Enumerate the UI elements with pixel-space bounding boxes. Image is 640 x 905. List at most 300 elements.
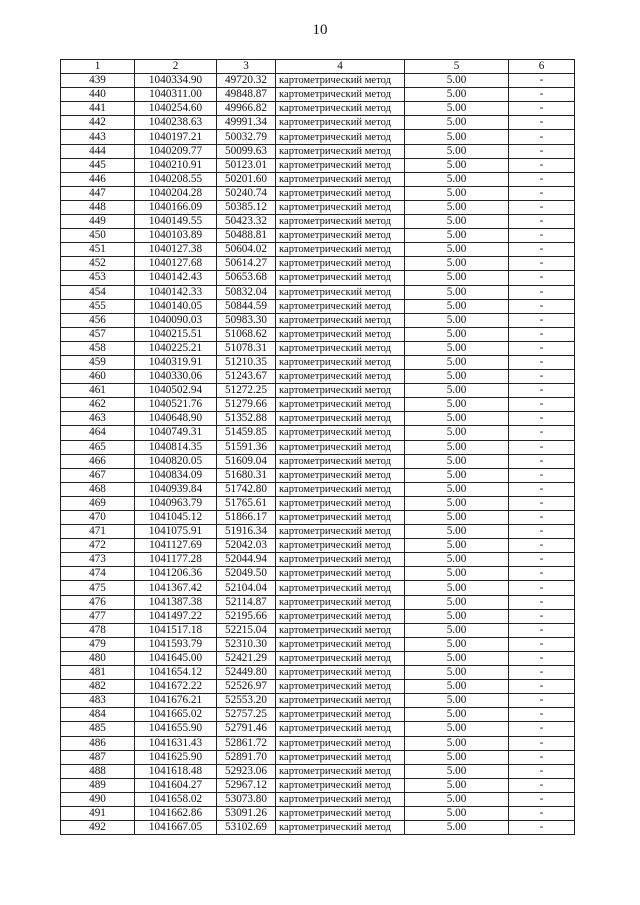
y-coordinate-cell: 52114.87 <box>217 595 276 609</box>
note-cell: - <box>509 595 575 609</box>
method-cell: картометрический метод <box>276 595 405 609</box>
method-cell: картометрический метод <box>276 158 405 172</box>
method-cell: картометрический метод <box>276 355 405 369</box>
table-row <box>61 355 575 369</box>
method-cell: картометрический метод <box>276 637 405 651</box>
y-coordinate-cell: 50844.59 <box>217 299 276 313</box>
note-cell: - <box>509 172 575 186</box>
method-cell: картометрический метод <box>276 651 405 665</box>
point-number-cell: 475 <box>61 581 135 595</box>
point-number-cell: 487 <box>61 750 135 764</box>
note-cell: - <box>509 609 575 623</box>
y-coordinate-cell: 51243.67 <box>217 370 276 384</box>
note-cell: - <box>509 88 575 102</box>
method-cell: картометрический метод <box>276 750 405 764</box>
point-number-cell: 472 <box>61 539 135 553</box>
x-coordinate-cell: 1040521.76 <box>135 398 217 412</box>
method-cell: картометрический метод <box>276 468 405 482</box>
y-coordinate-cell: 53102.69 <box>217 821 276 835</box>
method-cell: картометрический метод <box>276 200 405 214</box>
x-coordinate-cell: 1040749.31 <box>135 426 217 440</box>
point-number-cell: 464 <box>61 426 135 440</box>
point-number-cell: 452 <box>61 257 135 271</box>
accuracy-cell: 5.00 <box>405 243 509 257</box>
x-coordinate-cell: 1040090.03 <box>135 313 217 327</box>
method-cell: картометрический метод <box>276 88 405 102</box>
x-coordinate-cell: 1040311.00 <box>135 88 217 102</box>
accuracy-cell: 5.00 <box>405 299 509 313</box>
x-coordinate-cell: 1041665.02 <box>135 708 217 722</box>
y-coordinate-cell: 52449.80 <box>217 666 276 680</box>
x-coordinate-cell: 1041045.12 <box>135 511 217 525</box>
method-cell: картометрический метод <box>276 539 405 553</box>
method-cell: картометрический метод <box>276 821 405 835</box>
method-cell: картометрический метод <box>276 102 405 116</box>
note-cell: - <box>509 468 575 482</box>
method-cell: картометрический метод <box>276 581 405 595</box>
table-row <box>61 398 575 412</box>
accuracy-cell: 5.00 <box>405 806 509 820</box>
y-coordinate-cell: 50832.04 <box>217 285 276 299</box>
accuracy-cell: 5.00 <box>405 144 509 158</box>
point-number-cell: 484 <box>61 708 135 722</box>
column-header-4: 4 <box>276 60 405 74</box>
accuracy-cell: 5.00 <box>405 172 509 186</box>
accuracy-cell: 5.00 <box>405 553 509 567</box>
note-cell: - <box>509 186 575 200</box>
note-cell: - <box>509 257 575 271</box>
accuracy-cell: 5.00 <box>405 102 509 116</box>
point-number-cell: 478 <box>61 623 135 637</box>
y-coordinate-cell: 53091.26 <box>217 806 276 820</box>
x-coordinate-cell: 1041667.05 <box>135 821 217 835</box>
x-coordinate-cell: 1040502.94 <box>135 384 217 398</box>
x-coordinate-cell: 1041654.12 <box>135 666 217 680</box>
x-coordinate-cell: 1041206.36 <box>135 567 217 581</box>
table-row <box>61 666 575 680</box>
note-cell: - <box>509 271 575 285</box>
point-number-cell: 442 <box>61 116 135 130</box>
y-coordinate-cell: 52923.06 <box>217 764 276 778</box>
y-coordinate-cell: 50032.79 <box>217 130 276 144</box>
x-coordinate-cell: 1040939.84 <box>135 482 217 496</box>
method-cell: картометрический метод <box>276 778 405 792</box>
y-coordinate-cell: 52791.46 <box>217 722 276 736</box>
point-number-cell: 471 <box>61 525 135 539</box>
x-coordinate-cell: 1040208.55 <box>135 172 217 186</box>
note-cell: - <box>509 792 575 806</box>
point-number-cell: 465 <box>61 440 135 454</box>
point-number-cell: 449 <box>61 215 135 229</box>
note-cell: - <box>509 144 575 158</box>
table-row <box>61 736 575 750</box>
y-coordinate-cell: 51078.31 <box>217 341 276 355</box>
method-cell: картометрический метод <box>276 257 405 271</box>
table-row <box>61 694 575 708</box>
table-row <box>61 215 575 229</box>
y-coordinate-cell: 52104.04 <box>217 581 276 595</box>
point-number-cell: 476 <box>61 595 135 609</box>
y-coordinate-cell: 51068.62 <box>217 327 276 341</box>
method-cell: картометрический метод <box>276 792 405 806</box>
note-cell: - <box>509 355 575 369</box>
column-header-2: 2 <box>135 60 217 74</box>
point-number-cell: 486 <box>61 736 135 750</box>
method-cell: картометрический метод <box>276 553 405 567</box>
x-coordinate-cell: 1040209.77 <box>135 144 217 158</box>
table-row <box>61 609 575 623</box>
y-coordinate-cell: 49991.34 <box>217 116 276 130</box>
accuracy-cell: 5.00 <box>405 581 509 595</box>
method-cell: картометрический метод <box>276 623 405 637</box>
table-row <box>61 792 575 806</box>
method-cell: картометрический метод <box>276 680 405 694</box>
method-cell: картометрический метод <box>276 806 405 820</box>
table-row <box>61 384 575 398</box>
table-row <box>61 511 575 525</box>
note-cell: - <box>509 736 575 750</box>
note-cell: - <box>509 341 575 355</box>
accuracy-cell: 5.00 <box>405 271 509 285</box>
point-number-cell: 447 <box>61 186 135 200</box>
point-number-cell: 445 <box>61 158 135 172</box>
x-coordinate-cell: 1040127.68 <box>135 257 217 271</box>
table-row <box>61 764 575 778</box>
point-number-cell: 455 <box>61 299 135 313</box>
method-cell: картометрический метод <box>276 186 405 200</box>
method-cell: картометрический метод <box>276 426 405 440</box>
accuracy-cell: 5.00 <box>405 440 509 454</box>
point-number-cell: 450 <box>61 229 135 243</box>
y-coordinate-cell: 51210.35 <box>217 355 276 369</box>
table-row <box>61 370 575 384</box>
accuracy-cell: 5.00 <box>405 116 509 130</box>
table-row <box>61 412 575 426</box>
x-coordinate-cell: 1041367.42 <box>135 581 217 595</box>
x-coordinate-cell: 1041658.02 <box>135 792 217 806</box>
accuracy-cell: 5.00 <box>405 412 509 426</box>
table-header <box>61 60 575 74</box>
x-coordinate-cell: 1040149.55 <box>135 215 217 229</box>
point-number-cell: 470 <box>61 511 135 525</box>
y-coordinate-cell: 51765.61 <box>217 496 276 510</box>
accuracy-cell: 5.00 <box>405 355 509 369</box>
accuracy-cell: 5.00 <box>405 426 509 440</box>
method-cell: картометрический метод <box>276 511 405 525</box>
table-row <box>61 637 575 651</box>
accuracy-cell: 5.00 <box>405 736 509 750</box>
y-coordinate-cell: 52049.50 <box>217 567 276 581</box>
x-coordinate-cell: 1040204.28 <box>135 186 217 200</box>
method-cell: картометрический метод <box>276 74 405 88</box>
point-number-cell: 481 <box>61 666 135 680</box>
point-number-cell: 460 <box>61 370 135 384</box>
x-coordinate-cell: 1040820.05 <box>135 454 217 468</box>
note-cell: - <box>509 511 575 525</box>
table-row <box>61 651 575 665</box>
note-cell: - <box>509 623 575 637</box>
y-coordinate-cell: 52195.66 <box>217 609 276 623</box>
x-coordinate-cell: 1040834.09 <box>135 468 217 482</box>
x-coordinate-cell: 1040140.05 <box>135 299 217 313</box>
point-number-cell: 492 <box>61 821 135 835</box>
note-cell: - <box>509 821 575 835</box>
x-coordinate-cell: 1040963.79 <box>135 496 217 510</box>
accuracy-cell: 5.00 <box>405 327 509 341</box>
note-cell: - <box>509 722 575 736</box>
accuracy-cell: 5.00 <box>405 511 509 525</box>
y-coordinate-cell: 51459.85 <box>217 426 276 440</box>
point-number-cell: 480 <box>61 651 135 665</box>
y-coordinate-cell: 52310.30 <box>217 637 276 651</box>
accuracy-cell: 5.00 <box>405 680 509 694</box>
table-row <box>61 186 575 200</box>
y-coordinate-cell: 50201.60 <box>217 172 276 186</box>
accuracy-cell: 5.00 <box>405 708 509 722</box>
accuracy-cell: 5.00 <box>405 496 509 510</box>
point-number-cell: 446 <box>61 172 135 186</box>
x-coordinate-cell: 1040225.21 <box>135 341 217 355</box>
x-coordinate-cell: 1041631.43 <box>135 736 217 750</box>
y-coordinate-cell: 53073.80 <box>217 792 276 806</box>
method-cell: картометрический метод <box>276 285 405 299</box>
point-number-cell: 441 <box>61 102 135 116</box>
note-cell: - <box>509 370 575 384</box>
y-coordinate-cell: 50983.30 <box>217 313 276 327</box>
y-coordinate-cell: 49848.87 <box>217 88 276 102</box>
page-number: 10 <box>312 22 328 38</box>
note-cell: - <box>509 299 575 313</box>
column-header-6: 6 <box>509 60 575 74</box>
table-row <box>61 257 575 271</box>
x-coordinate-cell: 1040648.90 <box>135 412 217 426</box>
table-row <box>61 806 575 820</box>
method-cell: картометрический метод <box>276 384 405 398</box>
table-row <box>61 525 575 539</box>
y-coordinate-cell: 50385.12 <box>217 200 276 214</box>
note-cell: - <box>509 750 575 764</box>
x-coordinate-cell: 1041604.27 <box>135 778 217 792</box>
note-cell: - <box>509 496 575 510</box>
accuracy-cell: 5.00 <box>405 257 509 271</box>
table-row <box>61 482 575 496</box>
accuracy-cell: 5.00 <box>405 567 509 581</box>
x-coordinate-cell: 1041618.48 <box>135 764 217 778</box>
method-cell: картометрический метод <box>276 271 405 285</box>
point-number-cell: 479 <box>61 637 135 651</box>
accuracy-cell: 5.00 <box>405 623 509 637</box>
method-cell: картометрический метод <box>276 525 405 539</box>
accuracy-cell: 5.00 <box>405 229 509 243</box>
y-coordinate-cell: 52044.94 <box>217 553 276 567</box>
table-row <box>61 229 575 243</box>
accuracy-cell: 5.00 <box>405 525 509 539</box>
method-cell: картометрический метод <box>276 609 405 623</box>
point-number-cell: 451 <box>61 243 135 257</box>
table-row <box>61 539 575 553</box>
y-coordinate-cell: 50123.01 <box>217 158 276 172</box>
table-row <box>61 496 575 510</box>
table-row <box>61 200 575 214</box>
accuracy-cell: 5.00 <box>405 74 509 88</box>
note-cell: - <box>509 666 575 680</box>
y-coordinate-cell: 49966.82 <box>217 102 276 116</box>
x-coordinate-cell: 1040210.91 <box>135 158 217 172</box>
y-coordinate-cell: 51609.04 <box>217 454 276 468</box>
method-cell: картометрический метод <box>276 708 405 722</box>
x-coordinate-cell: 1041517.18 <box>135 623 217 637</box>
point-number-cell: 453 <box>61 271 135 285</box>
x-coordinate-cell: 1041497.22 <box>135 609 217 623</box>
method-cell: картометрический метод <box>276 243 405 257</box>
y-coordinate-cell: 50099.63 <box>217 144 276 158</box>
note-cell: - <box>509 243 575 257</box>
y-coordinate-cell: 50488.81 <box>217 229 276 243</box>
method-cell: картометрический метод <box>276 412 405 426</box>
y-coordinate-cell: 51279.66 <box>217 398 276 412</box>
accuracy-cell: 5.00 <box>405 482 509 496</box>
point-number-cell: 489 <box>61 778 135 792</box>
accuracy-cell: 5.00 <box>405 384 509 398</box>
y-coordinate-cell: 49720.32 <box>217 74 276 88</box>
note-cell: - <box>509 412 575 426</box>
note-cell: - <box>509 651 575 665</box>
table-row <box>61 750 575 764</box>
method-cell: картометрический метод <box>276 764 405 778</box>
note-cell: - <box>509 637 575 651</box>
coordinates-table <box>60 59 575 835</box>
y-coordinate-cell: 52861.72 <box>217 736 276 750</box>
table-row <box>61 680 575 694</box>
note-cell: - <box>509 539 575 553</box>
x-coordinate-cell: 1040254.60 <box>135 102 217 116</box>
point-number-cell: 466 <box>61 454 135 468</box>
table-row <box>61 454 575 468</box>
accuracy-cell: 5.00 <box>405 158 509 172</box>
table-row <box>61 172 575 186</box>
note-cell: - <box>509 694 575 708</box>
y-coordinate-cell: 52757.25 <box>217 708 276 722</box>
accuracy-cell: 5.00 <box>405 313 509 327</box>
accuracy-cell: 5.00 <box>405 215 509 229</box>
x-coordinate-cell: 1041593.79 <box>135 637 217 651</box>
x-coordinate-cell: 1040166.09 <box>135 200 217 214</box>
method-cell: картометрический метод <box>276 440 405 454</box>
column-header-3: 3 <box>217 60 276 74</box>
point-number-cell: 443 <box>61 130 135 144</box>
point-number-cell: 440 <box>61 88 135 102</box>
point-number-cell: 439 <box>61 74 135 88</box>
point-number-cell: 467 <box>61 468 135 482</box>
note-cell: - <box>509 229 575 243</box>
table-row <box>61 271 575 285</box>
table-row <box>61 821 575 835</box>
note-cell: - <box>509 285 575 299</box>
point-number-cell: 477 <box>61 609 135 623</box>
x-coordinate-cell: 1041676.21 <box>135 694 217 708</box>
x-coordinate-cell: 1041127.69 <box>135 539 217 553</box>
note-cell: - <box>509 454 575 468</box>
note-cell: - <box>509 806 575 820</box>
point-number-cell: 459 <box>61 355 135 369</box>
note-cell: - <box>509 398 575 412</box>
accuracy-cell: 5.00 <box>405 821 509 835</box>
accuracy-cell: 5.00 <box>405 595 509 609</box>
table-row <box>61 158 575 172</box>
y-coordinate-cell: 52215.04 <box>217 623 276 637</box>
method-cell: картометрический метод <box>276 172 405 186</box>
x-coordinate-cell: 1041655.90 <box>135 722 217 736</box>
x-coordinate-cell: 1040215.51 <box>135 327 217 341</box>
accuracy-cell: 5.00 <box>405 764 509 778</box>
x-coordinate-cell: 1041662.86 <box>135 806 217 820</box>
table-row <box>61 144 575 158</box>
accuracy-cell: 5.00 <box>405 651 509 665</box>
y-coordinate-cell: 50604.02 <box>217 243 276 257</box>
method-cell: картометрический метод <box>276 370 405 384</box>
method-cell: картометрический метод <box>276 327 405 341</box>
point-number-cell: 458 <box>61 341 135 355</box>
accuracy-cell: 5.00 <box>405 778 509 792</box>
point-number-cell: 483 <box>61 694 135 708</box>
table-row <box>61 116 575 130</box>
method-cell: картометрический метод <box>276 215 405 229</box>
table-row <box>61 299 575 313</box>
accuracy-cell: 5.00 <box>405 285 509 299</box>
table-row <box>61 440 575 454</box>
x-coordinate-cell: 1041645.00 <box>135 651 217 665</box>
accuracy-cell: 5.00 <box>405 666 509 680</box>
table-row <box>61 102 575 116</box>
note-cell: - <box>509 778 575 792</box>
y-coordinate-cell: 51352.88 <box>217 412 276 426</box>
x-coordinate-cell: 1040319.91 <box>135 355 217 369</box>
point-number-cell: 448 <box>61 200 135 214</box>
note-cell: - <box>509 313 575 327</box>
accuracy-cell: 5.00 <box>405 468 509 482</box>
point-number-cell: 482 <box>61 680 135 694</box>
x-coordinate-cell: 1040103.89 <box>135 229 217 243</box>
note-cell: - <box>509 74 575 88</box>
method-cell: картометрический метод <box>276 313 405 327</box>
y-coordinate-cell: 51591.36 <box>217 440 276 454</box>
method-cell: картометрический метод <box>276 229 405 243</box>
x-coordinate-cell: 1041387.38 <box>135 595 217 609</box>
table-row <box>61 708 575 722</box>
table-row <box>61 313 575 327</box>
header-row <box>61 60 575 74</box>
y-coordinate-cell: 52891.70 <box>217 750 276 764</box>
table-row <box>61 623 575 637</box>
y-coordinate-cell: 50240.74 <box>217 186 276 200</box>
y-coordinate-cell: 51680.31 <box>217 468 276 482</box>
note-cell: - <box>509 525 575 539</box>
x-coordinate-cell: 1041625.90 <box>135 750 217 764</box>
y-coordinate-cell: 51272.25 <box>217 384 276 398</box>
x-coordinate-cell: 1041075.91 <box>135 525 217 539</box>
point-number-cell: 444 <box>61 144 135 158</box>
y-coordinate-cell: 50423.32 <box>217 215 276 229</box>
note-cell: - <box>509 482 575 496</box>
method-cell: картометрический метод <box>276 454 405 468</box>
point-number-cell: 488 <box>61 764 135 778</box>
accuracy-cell: 5.00 <box>405 88 509 102</box>
method-cell: картометрический метод <box>276 144 405 158</box>
note-cell: - <box>509 581 575 595</box>
point-number-cell: 473 <box>61 553 135 567</box>
method-cell: картометрический метод <box>276 341 405 355</box>
method-cell: картометрический метод <box>276 482 405 496</box>
